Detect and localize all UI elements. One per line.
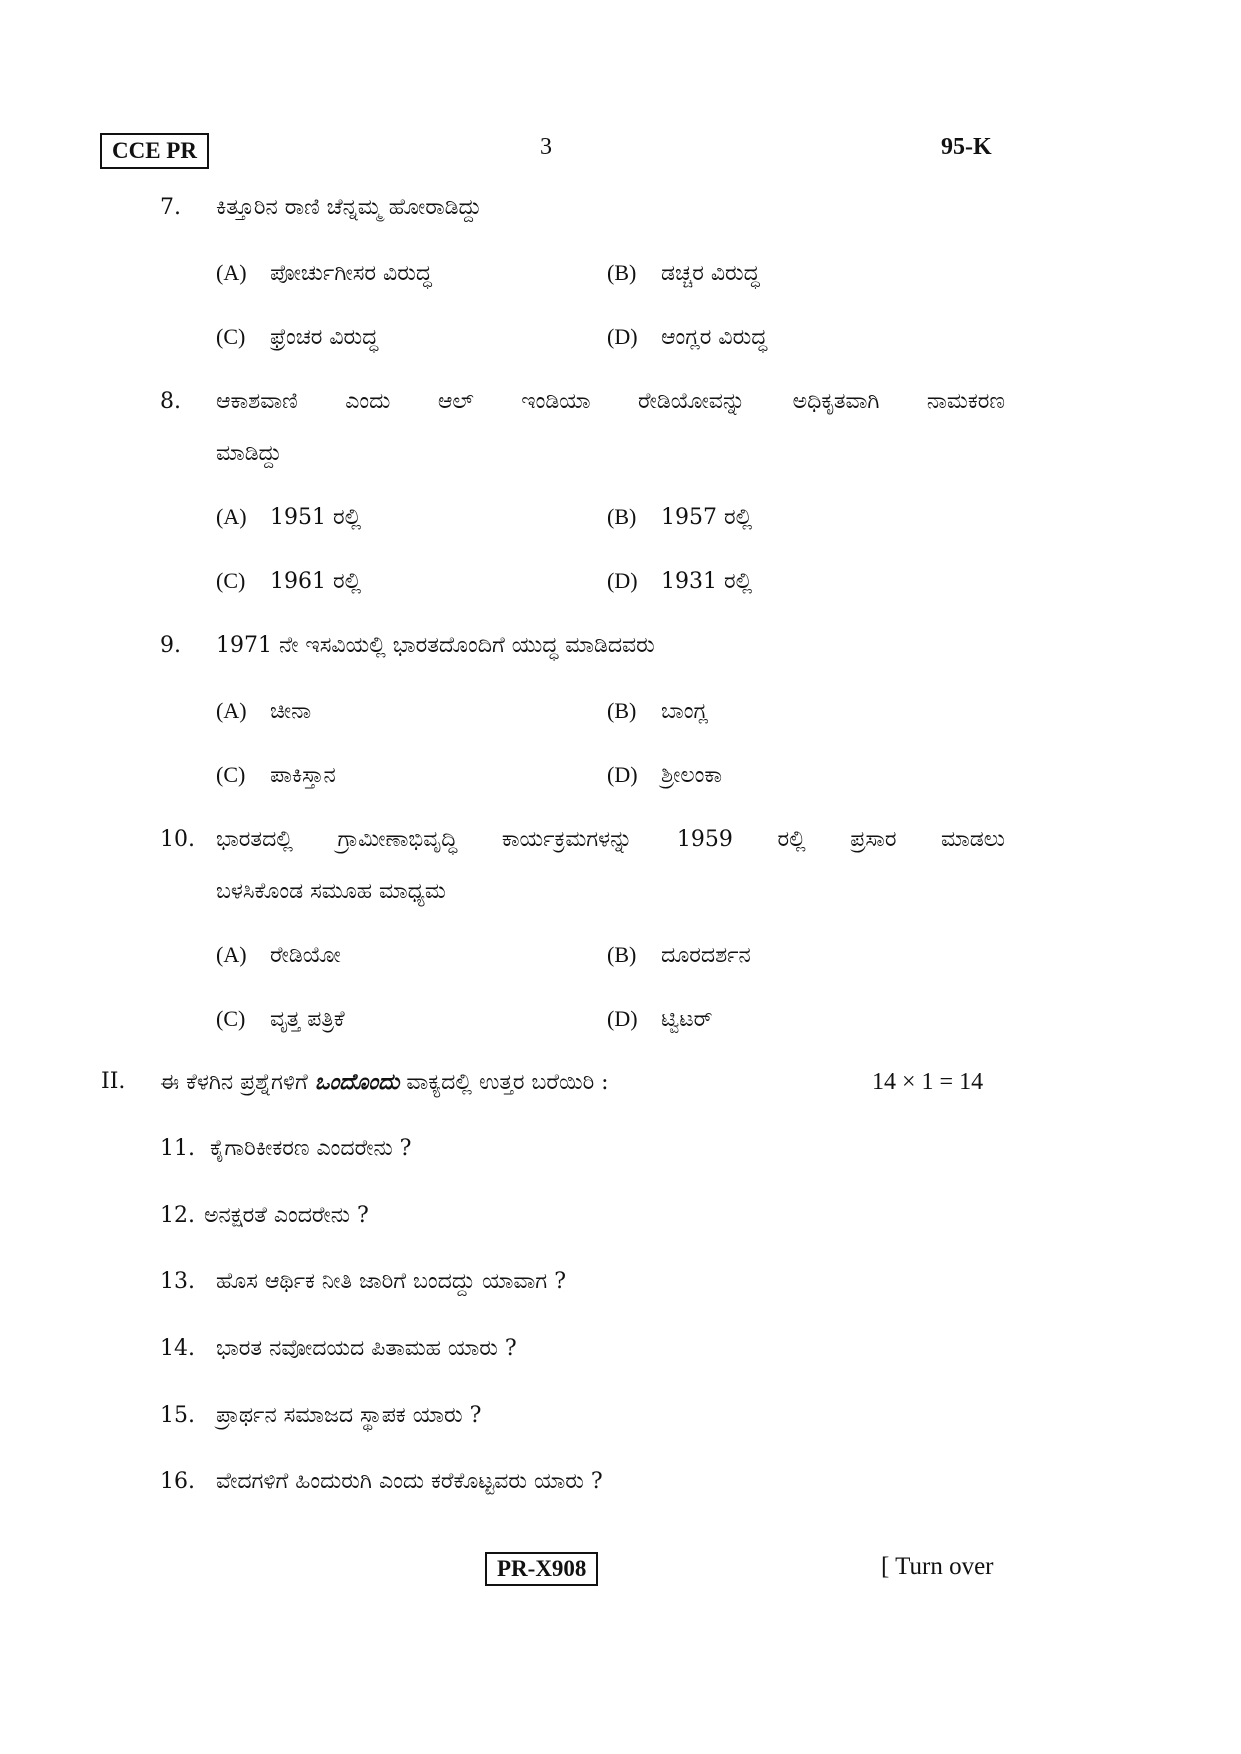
- question-9-number: 9.: [160, 633, 181, 658]
- q7-option-a: (A) ಪೋರ್ಚುಗೀಸರ ವಿರುದ್ಧ: [216, 260, 432, 286]
- q8-option-a: (A) 1951 ರಲ್ಲಿ: [216, 504, 362, 530]
- question-10-text-line1: ಭಾರತದಲ್ಲಿ ಗ್ರಾಮೀಣಾಭಿವೃದ್ಧಿ ಕಾರ್ಯಕ್ರಮಗಳನ್ನು 1959 ರಲ್ಲಿ ಪ್ರಸಾರ ಮಾಡಲು: [216, 827, 1005, 852]
- q9-option-c: (C) ಪಾಕಿಸ್ತಾನ: [216, 762, 336, 788]
- page-number: 3: [540, 134, 552, 160]
- question-8-text-line1: ಆಕಾಶವಾಣಿ ಎಂದು ಆಲ್ ಇಂಡಿಯಾ ರೇಡಿಯೋವನ್ನು ಅಧಿಕೃತವಾಗಿ ನಾಮಕರಣ: [216, 389, 1005, 414]
- q8-option-d: (D) 1931 ರಲ್ಲಿ: [607, 568, 753, 594]
- question-7-text: ಕಿತ್ತೂರಿನ ರಾಣಿ ಚೆನ್ನಮ್ಮ ಹೋರಾಡಿದ್ದು: [216, 195, 482, 220]
- subject-code: 95-K: [941, 134, 992, 160]
- footer-paper-code: PR-X908: [485, 1552, 598, 1586]
- question-13: 13. ಹೊಸ ಆರ್ಥಿಕ ನೀತಿ ಜಾರಿಗೆ ಬಂದದ್ದು ಯಾವಾಗ ?: [160, 1269, 566, 1294]
- question-16: 16. ವೇದಗಳಿಗೆ ಹಿಂದುರುಗಿ ಎಂದು ಕರೆಕೊಟ್ಟವರು ಯಾರು ?: [160, 1469, 603, 1494]
- paper-code-badge: CCE PR: [100, 133, 209, 169]
- section-2-marks: 14 × 1 = 14: [872, 1069, 984, 1095]
- q9-option-a: (A) ಚೀನಾ: [216, 698, 312, 724]
- q7-option-d: (D) ಆಂಗ್ಲರ ವಿರುದ್ಧ: [607, 324, 768, 350]
- section-2-roman: II.: [101, 1069, 126, 1094]
- question-14: 14. ಭಾರತ ನವೋದಯದ ಪಿತಾಮಹ ಯಾರು ?: [160, 1336, 517, 1361]
- question-15: 15. ಪ್ರಾರ್ಥನ ಸಮಾಜದ ಸ್ಥಾಪಕ ಯಾರು ?: [160, 1403, 482, 1428]
- question-11: 11. ಕೈಗಾರಿಕೀಕರಣ ಎಂದರೇನು ?: [160, 1136, 412, 1161]
- question-10-text-line2: ಬಳಸಿಕೊಂಡ ಸಮೂಹ ಮಾಧ್ಯಮ: [216, 879, 446, 904]
- question-10-number: 10.: [160, 827, 195, 852]
- question-7-number: 7.: [160, 195, 181, 220]
- q7-option-b: (B) ಡಚ್ಚರ ವಿರುದ್ಧ: [607, 260, 760, 286]
- q10-option-a: (A) ರೇಡಿಯೋ: [216, 942, 341, 968]
- question-8-number: 8.: [160, 389, 181, 414]
- q9-option-b: (B) ಬಾಂಗ್ಲ: [607, 698, 709, 724]
- q8-option-b: (B) 1957 ರಲ್ಲಿ: [607, 504, 753, 530]
- question-12: 12. ಅನಕ್ಷರತೆ ಎಂದರೇನು ?: [160, 1203, 369, 1228]
- q10-option-b: (B) ದೂರದರ್ಶನ: [607, 942, 751, 968]
- q8-option-c: (C) 1961 ರಲ್ಲಿ: [216, 568, 362, 594]
- q10-option-c: (C) ವೃತ್ತ ಪತ್ರಿಕೆ: [216, 1006, 345, 1032]
- turn-over-note: [ Turn over: [881, 1553, 994, 1580]
- q9-option-d: (D) ಶ್ರೀಲಂಕಾ: [607, 762, 723, 788]
- section-2-instruction: ಈ ಕೆಳಗಿನ ಪ್ರಶ್ನೆಗಳಿಗೆ ಒಂದೊಂದು ವಾಕ್ಯದಲ್ಲಿ ಉತ್ತರ ಬರೆಯಿರಿ :: [160, 1069, 609, 1095]
- q7-option-c: (C) ಫ್ರೆಂಚರ ವಿರುದ್ಧ: [216, 324, 379, 350]
- question-8-text-line2: ಮಾಡಿದ್ದು: [216, 441, 282, 466]
- question-9-text: 1971 ನೇ ಇಸವಿಯಲ್ಲಿ ಭಾರತದೊಂದಿಗೆ ಯುದ್ಧ ಮಾಡಿದವರು: [216, 633, 655, 658]
- q10-option-d: (D) ಟ್ವಿಟರ್: [607, 1006, 713, 1032]
